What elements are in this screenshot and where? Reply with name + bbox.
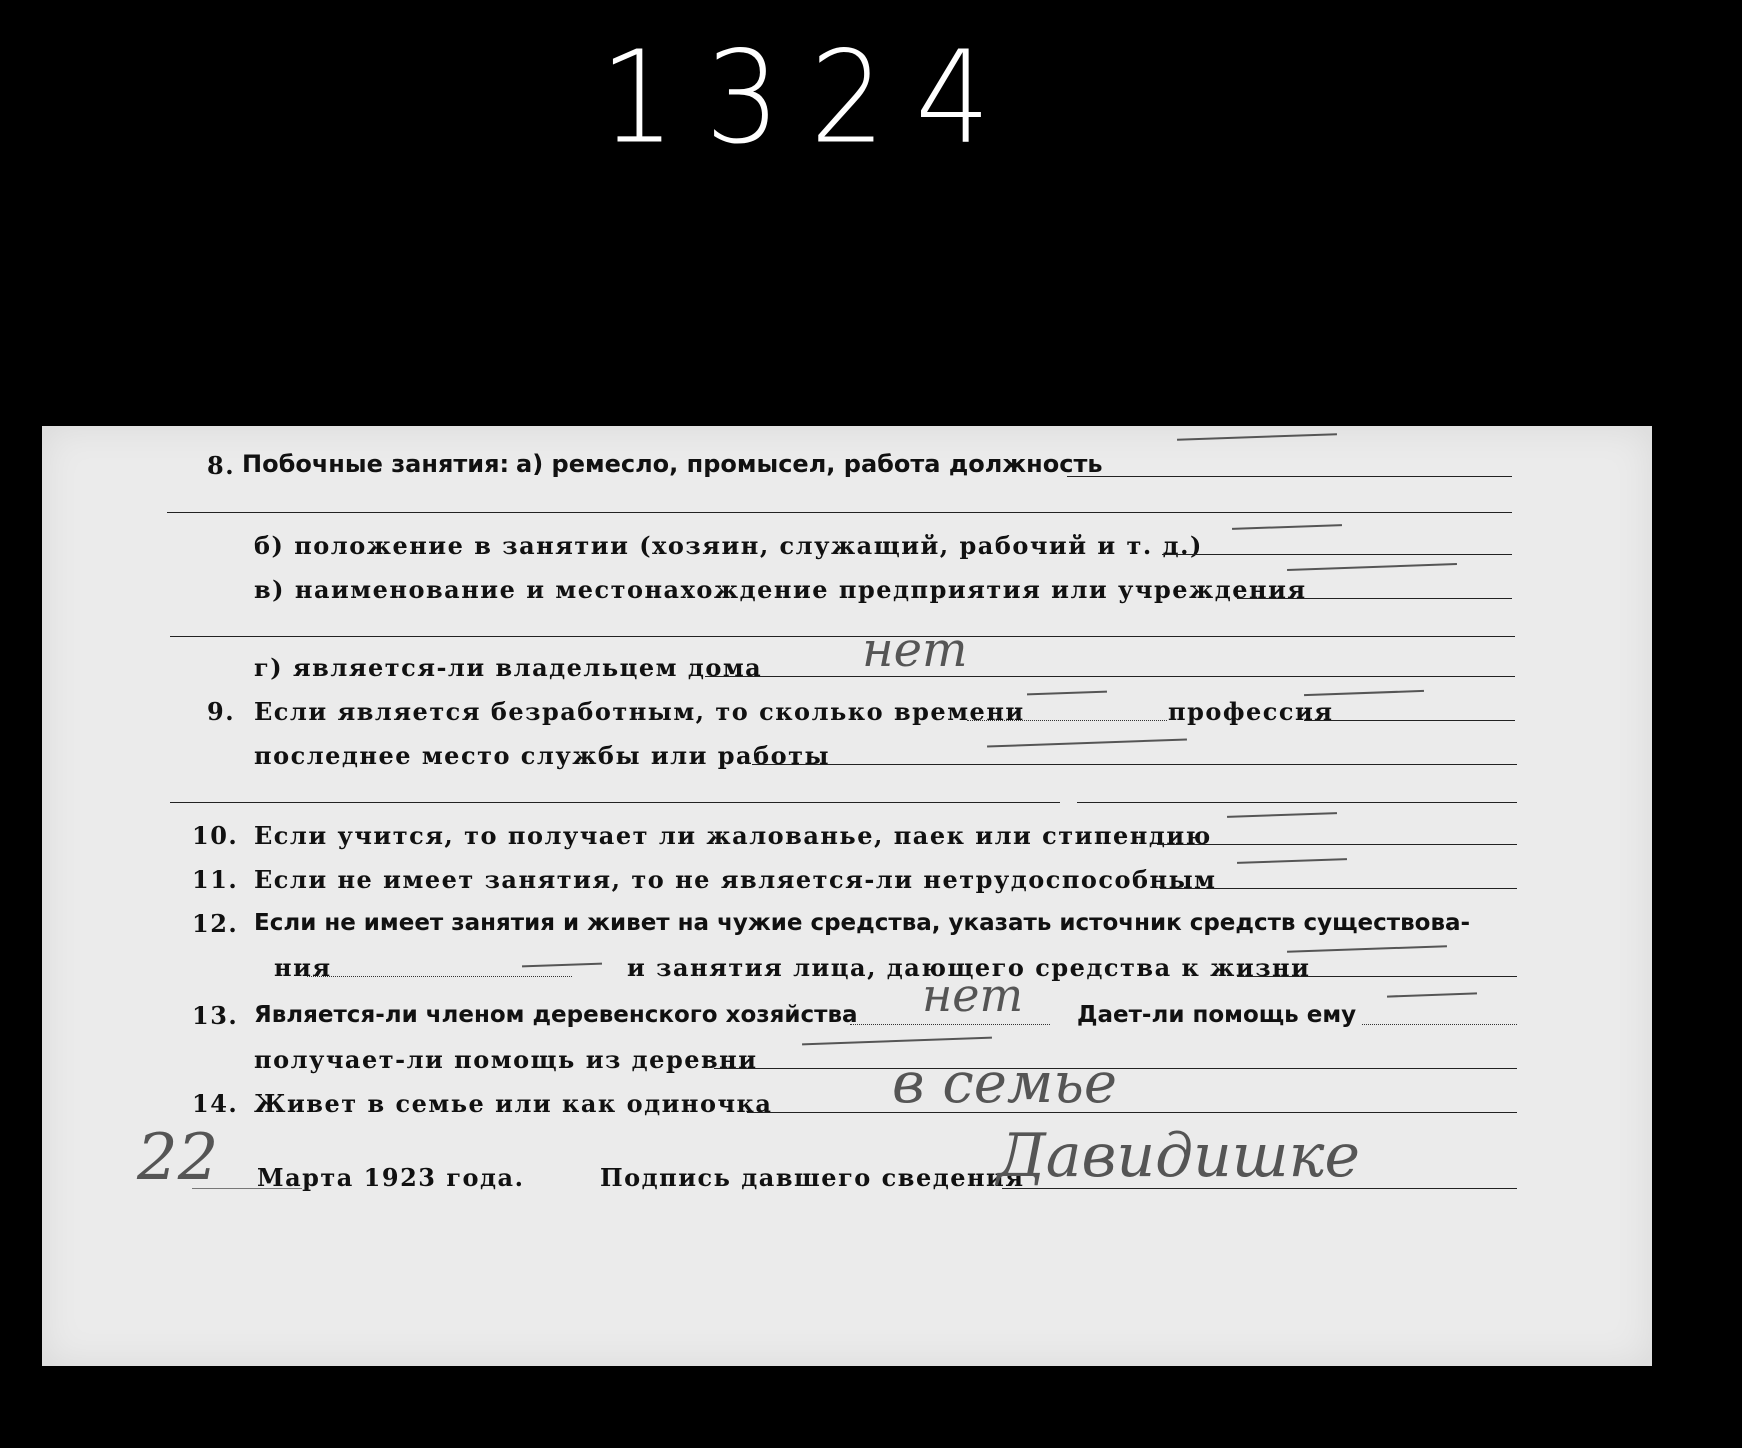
q9-duration-line — [967, 720, 1167, 721]
q9-last-place-line — [752, 764, 1517, 765]
q13-dash-mark-2 — [802, 1037, 992, 1046]
q12-dash-mark-1 — [522, 963, 602, 968]
q13-help-gives-label: Дает-ли помощь ему — [1077, 1002, 1357, 1028]
q10-answer-line — [1157, 844, 1517, 845]
q12-label-2: и занятия лица, дающего средства к жизни — [627, 953, 1311, 982]
date-day-handwritten: 22 — [137, 1121, 219, 1195]
q13-handwritten-answer: нет — [922, 968, 1024, 1022]
q13-number: 13. — [192, 1001, 239, 1030]
q10-number: 10. — [192, 821, 239, 850]
q11-dash-mark — [1237, 858, 1347, 864]
q12-source-line — [307, 976, 572, 977]
q12-label-cont: ния — [274, 953, 332, 982]
q8v-answer-line — [1237, 598, 1512, 599]
q8b-dash-mark — [1232, 524, 1342, 530]
q8v-label: в) наименование и местонахождение предприятия или учреждения — [254, 575, 1307, 604]
signature-label: Подпись давшего сведения — [600, 1163, 1025, 1192]
q9-profession-line — [1304, 720, 1515, 721]
q9-profession-label: профессия — [1168, 697, 1334, 726]
q13-help-gives-line — [1362, 1024, 1517, 1025]
census-card — [42, 426, 1652, 1366]
q14-handwritten-answer: в семье — [892, 1051, 1117, 1116]
q8v-dash-mark — [1287, 563, 1457, 571]
q8a-dash-mark — [1177, 433, 1337, 441]
q11-number: 11. — [192, 865, 239, 894]
signature-handwritten: Давидишке — [997, 1121, 1360, 1191]
q13-dash-mark — [1387, 992, 1477, 997]
q10-label: Если учится, то получает ли жалованье, паек или стипендию — [254, 821, 1212, 850]
q13-answer-line — [850, 1024, 1050, 1025]
q14-answer-line — [747, 1112, 1517, 1113]
q9-last-place-label: последнее место службы или работы — [254, 741, 831, 770]
q11-answer-line — [1160, 888, 1517, 889]
q8g-answer-line — [705, 676, 1515, 677]
q8-number: 8. — [207, 451, 236, 480]
q9-continuation-line-b — [1077, 802, 1517, 803]
q8a-label: а) ремесло, промысел, работа должность — [516, 450, 1103, 478]
q9-label: Если является безработным, то сколько времени — [254, 697, 1025, 726]
q8b-label: б) положение в занятии (хозяин, служащий, рабочий и т. д.) — [254, 531, 1203, 560]
q9-dash-mark-2 — [1304, 690, 1424, 696]
q12-number: 12. — [192, 909, 239, 938]
q8g-handwritten-answer: нет — [862, 622, 968, 678]
frame-number: 1324 — [600, 22, 1021, 172]
q8a-continuation-line — [167, 512, 1512, 513]
q12-label: Если не имеет занятия и живет на чужие средства, указать источник средств существова- — [254, 910, 1471, 936]
q8v-continuation-line — [170, 636, 1515, 637]
q10-dash-mark — [1227, 812, 1337, 818]
q9-dash-mark-3 — [987, 739, 1187, 748]
q13-label: Является-ли членом деревенского хозяйства — [254, 1002, 858, 1028]
q9-number: 9. — [207, 697, 236, 726]
q8-heading: Побочные занятия: — [242, 450, 510, 478]
q12-dash-mark-2 — [1287, 945, 1447, 953]
q8b-answer-line — [1162, 554, 1512, 555]
q12-answer-line — [1237, 976, 1517, 977]
q14-number: 14. — [192, 1089, 239, 1118]
date-month-year: Марта 1923 года. — [257, 1163, 525, 1192]
q11-label: Если не имеет занятия, то не является-ли нетрудоспособным — [254, 865, 1217, 894]
q8a-answer-line — [1067, 476, 1512, 477]
q14-label: Живет в семье или как одиночка — [254, 1089, 773, 1118]
q9-dash-mark-1 — [1027, 691, 1107, 696]
q8g-label: г) является-ли владельцем дома — [254, 653, 763, 682]
q9-continuation-line-a — [170, 802, 1060, 803]
q13-help-receives-label: получает-ли помощь из деревни — [254, 1045, 758, 1074]
